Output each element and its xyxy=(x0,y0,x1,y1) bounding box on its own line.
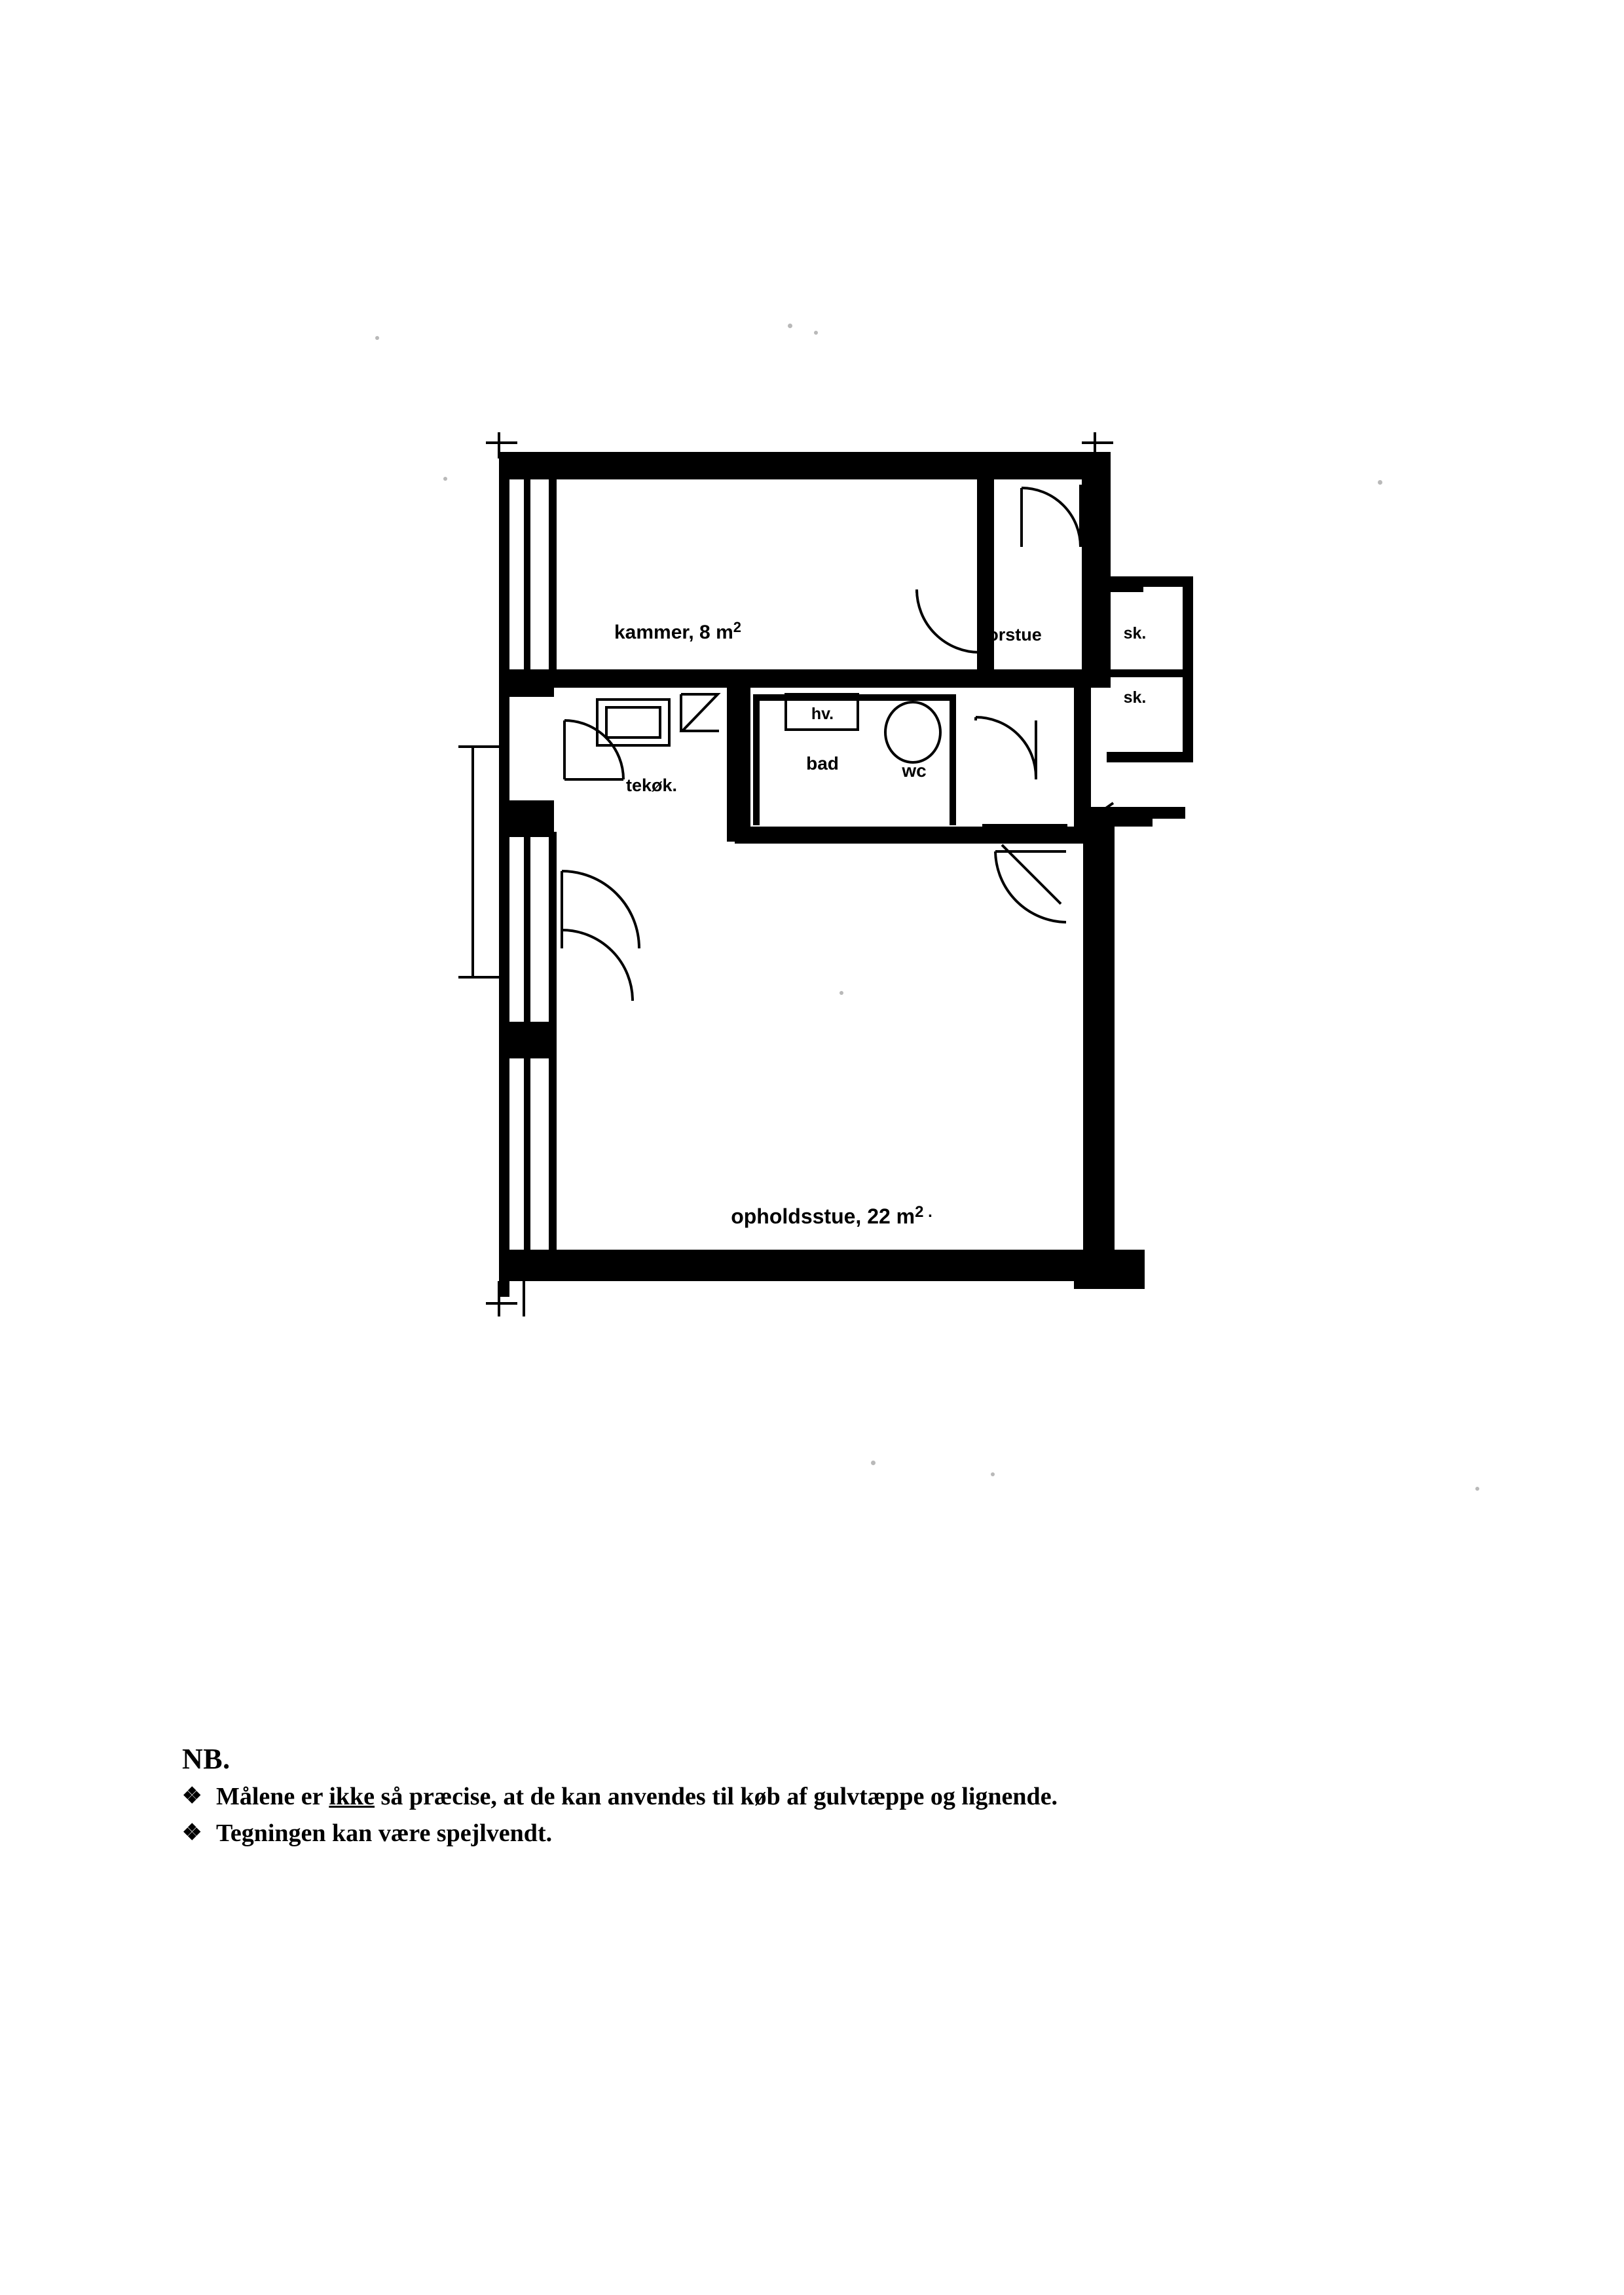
room-label-forstue: forstue xyxy=(982,625,1042,644)
room-label-kammer: kammer, 8 $m^2$ xyxy=(614,619,742,643)
notes-list xyxy=(182,1780,1426,1852)
room-label-skab-2: sk. xyxy=(1123,688,1147,707)
note-2-before: Tegningen kan være spejlvendt. xyxy=(216,1819,553,1847)
room-label-opholdsstue: opholdsstue, 22 $m^{2 .}$ xyxy=(731,1203,932,1228)
scan-speck xyxy=(1475,1487,1479,1491)
scan-speck xyxy=(788,324,792,328)
scan-speck xyxy=(991,1472,995,1476)
room-label-hv: hv. xyxy=(811,705,834,723)
scan-speck xyxy=(840,991,843,995)
diamond-bullet-icon: ❖ xyxy=(182,1820,202,1845)
diamond-bullet-icon: ❖ xyxy=(182,1784,202,1808)
room-label-wc: wc xyxy=(902,760,927,781)
walls-group xyxy=(499,452,1193,1297)
notes-section xyxy=(182,1742,1426,1853)
note-1-underlined: ikke xyxy=(329,1783,375,1810)
notes-title: NB. xyxy=(182,1743,231,1775)
note-1-after: så præcise, at de kan anvendes til køb af gulvtæppe og lignende. xyxy=(375,1783,1058,1810)
room-label-tekok: tekøk. xyxy=(625,775,678,795)
note-1-before: Målene er xyxy=(216,1783,329,1810)
room-label-bad: bad xyxy=(806,753,839,774)
scan-speck xyxy=(871,1461,876,1465)
scan-speck xyxy=(375,336,379,340)
scan-speck xyxy=(814,331,818,335)
note-text-1 xyxy=(216,1780,1058,1815)
scan-speck xyxy=(1378,480,1382,485)
room-label-skab-1: sk. xyxy=(1123,624,1147,643)
list-item xyxy=(182,1780,1426,1815)
note-text-2 xyxy=(216,1816,552,1852)
room-labels xyxy=(614,619,1146,1228)
scan-speck xyxy=(443,477,447,481)
list-item xyxy=(182,1816,1426,1852)
